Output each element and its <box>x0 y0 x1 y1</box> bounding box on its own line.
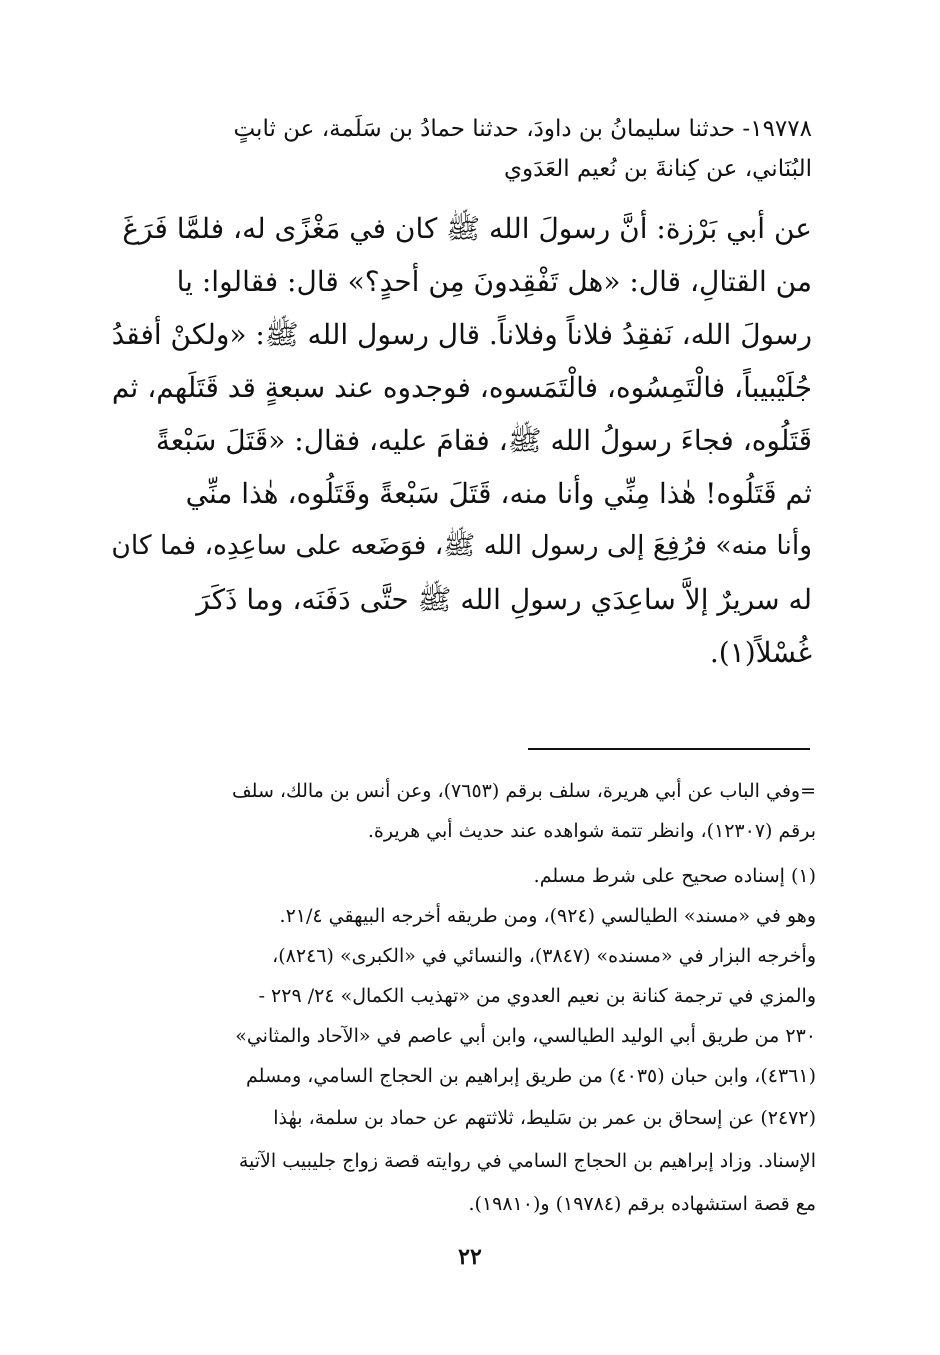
footnote-line: (٢٤٧٢) عن إسحاق بن عمر بن سَليط، ثلاثتهم عن حماد بن سلمة، بهٰذا <box>273 1107 816 1129</box>
footnote-separator <box>528 748 810 750</box>
isnad-line: ١٩٧٧٨- حدثنا سليمانُ بن داودَ، حدثنا حمادُ بن سَلَمة، عن ثابتٍ <box>233 116 812 142</box>
footnote-line: برقم (١٢٣٠٧)، وانظر تتمة شواهده عند حديث أبي هريرة. <box>367 820 816 842</box>
matn-line: غُسْلاً(١). <box>709 636 812 669</box>
matn-line: جُلَيْبيباً، فالْتَمِسُوه، فالْتَمَسوه، فوجدوه عند سبعةٍ قد قَتَلَهم، ثم <box>111 371 812 404</box>
footnote-line: ٢٣٠ من طريق أبي الوليد الطيالسي، وابن أبي عاصم في «الآحاد والمثاني» <box>235 1025 816 1047</box>
footnote-line: وأخرجه البزار في «مسنده» (٣٨٤٧)، والنسائي في «الكبرى» (٨٢٤٦)، <box>272 945 816 967</box>
footnote-line: (١) إسناده صحيح على شرط مسلم. <box>533 865 816 887</box>
page-number: ٢٢ <box>458 1244 482 1270</box>
matn-line: عن أبي بَرْزة: أنَّ رسولَ الله ﷺ كان في مَغْزًى له، فلمَّا فَرَغَ <box>122 212 812 245</box>
matn-line: من القتالِ، قال: «هل تَفْقِدونَ مِن أحدٍ؟» قال: فقالوا: يا <box>176 265 812 298</box>
footnote-line: =وفي الباب عن أبي هريرة، سلف برقم (٧٦٥٣)، وعن أنس بن مالك، سلف <box>232 780 816 802</box>
matn-line: قَتَلُوه، فجاءَ رسولُ الله ﷺ، فقامَ عليه، فقال: «قَتَلَ سَبْعةً <box>155 424 812 457</box>
isnad-line: البُنَاني، عن كِنانةَ بن نُعيم العَدَوي <box>503 156 812 182</box>
footnote-line: (٤٣٦١)، وابن حبان (٤٠٣٥) من طريق إبراهيم بن الحجاج السامي، ومسلم <box>246 1065 816 1087</box>
footnote-line: الإسناد. وزاد إبراهيم بن الحجاج السامي في روايته قصة زواج جليبيب الآتية <box>238 1150 816 1172</box>
matn-line: وأنا منه» فرُفِعَ إلى رسول الله ﷺ، فوَضَعه على ساعِدِه، فما كان <box>111 530 812 561</box>
footnote-line: وهو في «مسند» الطيالسي (٩٢٤)، ومن طريقه أخرجه البيهقي ٢١/٤. <box>279 905 816 927</box>
matn-line: ثم قَتَلُوه! هٰذا مِنِّي وأنا منه، قَتَلَ سَبْعةً وقَتَلُوه، هٰذا منِّي <box>185 477 812 510</box>
footnote-line: مع قصة استشهاده برقم (١٩٧٨٤) و(١٩٨١٠). <box>468 1193 816 1215</box>
footnote-line: والمزي في ترجمة كنانة بن نعيم العدوي من «تهذيب الكمال» ٢٤/ ٢٢٩ - <box>258 985 816 1007</box>
matn-line: له سريرٌ إلاَّ ساعِدَي رسولِ الله ﷺ حتَّى دَفَنَه، وما ذَكَرَ <box>196 583 812 616</box>
matn-line: رسولَ الله، نَفقِدُ فلاناً وفلاناً. قال رسول الله ﷺ: «ولكنْ أفقدُ <box>111 318 812 351</box>
